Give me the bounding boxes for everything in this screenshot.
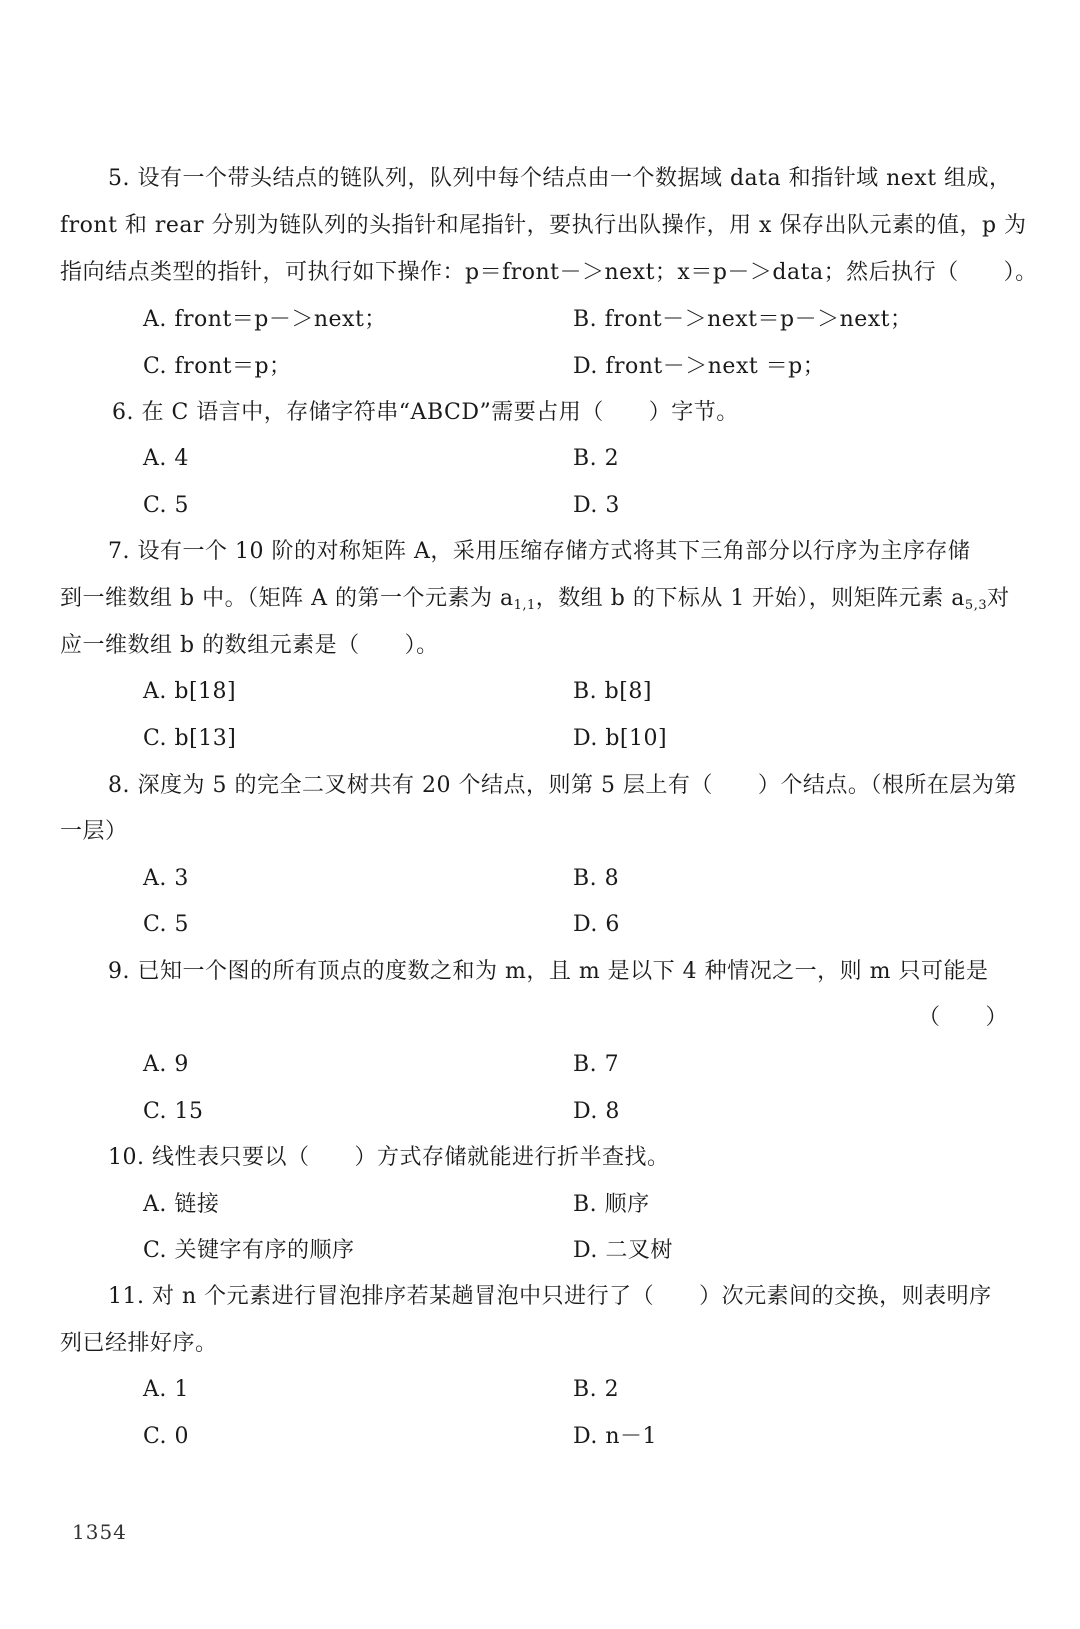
question-8-stem-line-1: 8. 深度为 5 的完全二叉树共有 20 个结点，则第 5 层上有（ ）个结点。（根所在层为第 (108, 773, 1017, 798)
question-7-stem-line-1: 7. 设有一个 10 阶的对称矩阵 A，采用压缩存储方式将其下三角部分以行序为主序存储 (108, 539, 971, 564)
question-11-option-b: B. 2 (573, 1377, 620, 1402)
question-8-stem-line-2: 一层） (60, 819, 128, 844)
question-7-option-a: A. b[18] (143, 679, 237, 704)
question-7-option-b: B. b[8] (573, 679, 652, 704)
question-7-option-c: C. b[13] (143, 726, 237, 751)
question-9-answer-blank: （ ） (917, 1005, 1008, 1030)
question-5-option-a: A. front＝p－＞next； (143, 307, 387, 332)
question-11-option-c: C. 0 (143, 1424, 190, 1449)
matrix-a11-subscript: 1,1 (513, 598, 536, 613)
question-8-option-a: A. 3 (143, 866, 189, 891)
question-10-stem-line-1: 10. 线性表只要以（ ）方式存储就能进行折半查找。 (108, 1145, 670, 1170)
question-7-stem-line-3: 应一维数组 b 的数组元素是（ ）。 (60, 633, 439, 658)
question-6-option-d: D. 3 (573, 493, 620, 518)
matrix-a53-subscript: 5,3 (964, 598, 988, 613)
question-5-option-c: C. front＝p； (143, 354, 292, 379)
question-7-stem-line-2 (60, 584, 1010, 621)
question-10-option-a: A. 链接 (143, 1192, 220, 1217)
question-8-option-d: D. 6 (573, 912, 620, 937)
question-6-option-c: C. 5 (143, 493, 190, 518)
question-9-option-c: C. 15 (143, 1099, 204, 1124)
question-11-stem-line-2: 列已经排好序。 (60, 1331, 218, 1356)
question-11-stem-line-1: 11. 对 n 个元素进行冒泡排序若某趟冒泡中只进行了（ ）次元素间的交换，则表明序 (108, 1284, 992, 1309)
question-5-stem-line-3: 指向结点类型的指针，可执行如下操作：p＝front－＞next；x＝p－＞data；然后执行（ ）。 (60, 260, 1038, 285)
question-9-option-a: A. 9 (143, 1052, 189, 1077)
question-9-option-b: B. 7 (573, 1052, 620, 1077)
question-7-option-d: D. b[10] (573, 726, 668, 751)
question-6-option-b: B. 2 (573, 446, 620, 471)
question-5-option-b: B. front－＞next＝p－＞next； (573, 307, 913, 332)
question-8-option-b: B. 8 (573, 866, 620, 891)
question-5-option-d: D. front－＞next ＝p； (573, 354, 826, 379)
question-7-stem-line-2-part-2: ，数组 b 的下标从 1 开始），则矩阵元素 a (535, 586, 965, 611)
question-5-stem-line-1: 5. 设有一个带头结点的链队列，队列中每个结点由一个数据域 data 和指针域 next 组成， (108, 166, 1012, 191)
question-10-option-d: D. 二叉树 (573, 1238, 673, 1263)
question-11-option-d: D. n－1 (573, 1424, 658, 1449)
question-6-option-a: A. 4 (143, 446, 189, 471)
question-9-stem-line-1: 9. 已知一个图的所有顶点的度数之和为 m，且 m 是以下 4 种情况之一，则 m 只可能是 (108, 959, 989, 984)
question-11-option-a: A. 1 (143, 1377, 189, 1402)
question-10-option-b: B. 顺序 (573, 1192, 650, 1217)
question-5-stem-line-2: front 和 rear 分别为链队列的头指针和尾指针，要执行出队操作，用 x 保存出队元素的值，p 为 (60, 213, 1027, 238)
question-9-option-d: D. 8 (573, 1099, 620, 1124)
question-6-stem-line-1: 6. 在 C 语言中，存储字符串“ABCD”需要占用（ ）字节。 (112, 400, 739, 425)
question-7-stem-line-2-part-1: 到一维数组 b 中。（矩阵 A 的第一个元素为 a (60, 586, 514, 611)
question-10-option-c: C. 关键字有序的顺序 (143, 1238, 355, 1263)
question-8-option-c: C. 5 (143, 912, 190, 937)
question-7-stem-line-2-part-3: 对 (987, 586, 1010, 611)
page-number: 1354 (72, 1520, 127, 1544)
